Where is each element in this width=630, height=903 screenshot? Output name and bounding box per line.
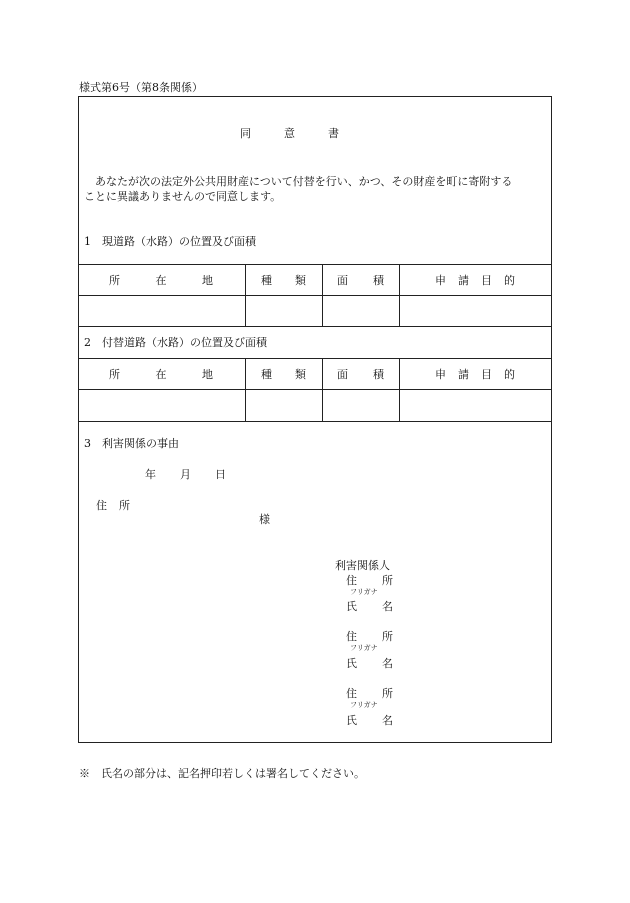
addressee-address-label: 住 所 [96, 499, 130, 512]
table1-top-rule [79, 264, 551, 265]
form-number: 様式第6号（第8条関係） [79, 81, 203, 94]
table1-divider [245, 264, 246, 326]
section2-heading: 2 付替道路（水路）の位置及び面積 [84, 336, 267, 349]
table2-divider [322, 358, 323, 421]
signatory-address-label: 住 所 [346, 687, 393, 700]
furigana-label: フリガナ [350, 644, 378, 652]
interested-party-title: 利害関係人 [335, 559, 390, 572]
intro-line-2: ことに異議ありませんので同意します。 [84, 190, 282, 203]
table2-bottom-rule [79, 421, 551, 422]
table1-header-purpose: 申 請 目 的 [435, 274, 515, 287]
table1-header-location: 所 在 地 [109, 274, 213, 287]
section3-heading: 3 利害関係の事由 [84, 437, 179, 450]
signatory-address-label: 住 所 [346, 630, 393, 643]
table2-header-area: 面 積 [337, 368, 384, 381]
table1-header-rule [79, 295, 551, 296]
intro-line-1: あなたが次の法定外公共用財産について付替を行い、かつ、その財産を町に寄附する [84, 175, 513, 188]
table1-divider [399, 264, 400, 326]
table1-bottom-rule [79, 326, 551, 327]
document-title: 同 意 書 [240, 127, 339, 140]
date-month: 月 [180, 468, 191, 481]
addressee-honorific: 様 [259, 513, 270, 526]
date-day: 日 [215, 468, 226, 481]
table2-top-rule [79, 358, 551, 359]
signatory-address-label: 住 所 [346, 574, 393, 587]
signatory-name-label: 氏 名 [346, 657, 393, 670]
table2-header-type: 種 類 [261, 368, 306, 381]
table2-header-purpose: 申 請 目 的 [435, 368, 515, 381]
signatory-name-label: 氏 名 [346, 714, 393, 727]
footnote: ※ 氏名の部分は、記名押印若しくは署名してください。 [79, 767, 365, 780]
table2-divider [245, 358, 246, 421]
table1-header-area: 面 積 [337, 274, 384, 287]
signatory-name-label: 氏 名 [346, 600, 393, 613]
date-year: 年 [145, 468, 156, 481]
table2-divider [399, 358, 400, 421]
section1-heading: 1 現道路（水路）の位置及び面積 [84, 235, 256, 248]
furigana-label: フリガナ [350, 701, 378, 709]
table1-header-type: 種 類 [261, 274, 306, 287]
table2-header-rule [79, 389, 551, 390]
table1-divider [322, 264, 323, 326]
table2-header-location: 所 在 地 [109, 368, 213, 381]
furigana-label: フリガナ [350, 588, 378, 596]
